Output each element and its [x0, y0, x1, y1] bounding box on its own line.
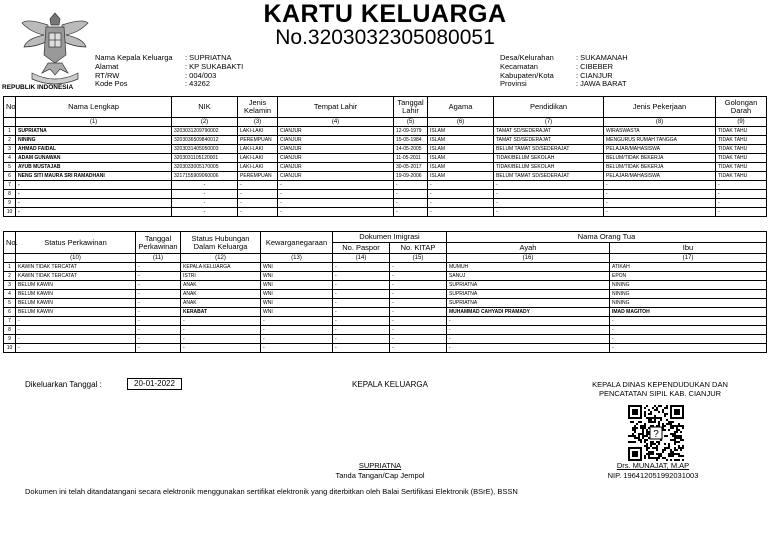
table-cell: 3203031105120001 — [172, 154, 238, 163]
table-cell: ISLAM — [428, 145, 494, 154]
table-row — [4, 290, 767, 299]
table-cell: WNI — [261, 272, 333, 281]
table-cell: - — [610, 326, 767, 335]
table-row — [4, 163, 767, 172]
table-cell: - — [447, 344, 610, 353]
info-value: : SUPRIATNA — [185, 53, 232, 62]
table-cell: ISLAM — [428, 154, 494, 163]
table-cell: - — [494, 208, 604, 217]
col-number: (8) — [604, 118, 716, 127]
table-cell: BELUM TAMAT SD/SEDERAJAT — [494, 172, 604, 181]
table-cell: MENGURUS RUMAH TANGGA — [604, 136, 716, 145]
table-cell: - — [16, 326, 136, 335]
col-header-jenis-pekerjaan: Jenis Pekerjaan — [604, 97, 716, 118]
table-cell: - — [604, 199, 716, 208]
table-cell: PEREMPUAN — [238, 172, 278, 181]
table-cell: BELUM KAWIN — [16, 290, 136, 299]
info-value: : 43262 — [185, 79, 211, 89]
table-cell: CIANJUR — [278, 154, 394, 163]
table-cell: BELUM/TIDAK BEKERJA — [604, 163, 716, 172]
table-cell: KAWIN TIDAK TERCATAT — [16, 272, 136, 281]
table-cell: WNI — [261, 299, 333, 308]
col-header-paspor: No. Paspor — [333, 243, 390, 254]
table-cell: 8 — [4, 190, 16, 199]
table-cell: - — [333, 299, 390, 308]
table-row — [4, 299, 767, 308]
table-cell: SUPRIATNA — [16, 127, 172, 136]
table-cell: - — [172, 181, 238, 190]
table-cell: 19-09-2006 — [394, 172, 428, 181]
table-cell: - — [16, 208, 172, 217]
table-cell: 3 — [4, 145, 16, 154]
table-cell: SUPRIATNA — [447, 290, 610, 299]
col-number: (9) — [716, 118, 767, 127]
table-cell: 6 — [4, 308, 16, 317]
info-value: : CIBEBER — [576, 61, 614, 71]
table-cell: TIDAK TAHU — [716, 127, 767, 136]
table-cell: SUPRIATNA — [447, 299, 610, 308]
dinas-label — [560, 380, 760, 398]
kepala-keluarga-name: SUPRIATNA — [358, 461, 402, 470]
table-cell: - — [610, 344, 767, 353]
table-cell: WNI — [261, 308, 333, 317]
table-row — [4, 281, 767, 290]
table-row — [4, 172, 767, 181]
col-header-tanggal-lahir: Tanggal Lahir — [394, 97, 428, 118]
table-cell: - — [390, 263, 447, 272]
table-cell: PELAJAR/MAHASISWA — [604, 172, 716, 181]
table-cell: - — [181, 335, 261, 344]
table-cell: 5 — [4, 163, 16, 172]
table-row — [4, 326, 767, 335]
table-cell: - — [447, 335, 610, 344]
table-cell: - — [136, 308, 181, 317]
table-cell: - — [172, 199, 238, 208]
col-header-no: No. — [4, 232, 16, 254]
table-cell: 3217155909060006 — [172, 172, 238, 181]
table-cell: WNI — [261, 263, 333, 272]
table-cell: - — [716, 199, 767, 208]
table-cell: - — [136, 317, 181, 326]
table-cell: - — [390, 344, 447, 353]
table-cell: - — [136, 263, 181, 272]
info-label: Provinsi — [500, 79, 527, 89]
table-cell: ADAM GUNAWAN — [16, 154, 172, 163]
table-cell: - — [172, 208, 238, 217]
col-number: (12) — [181, 254, 261, 263]
table-cell: ANAK — [181, 281, 261, 290]
table-cell: 10 — [4, 344, 16, 353]
table-cell: - — [261, 317, 333, 326]
qr-code-icon — [628, 405, 684, 461]
info-label: Desa/Kelurahan — [500, 53, 554, 62]
table-cell: LAKI-LAKI — [238, 154, 278, 163]
table-cell: NINING — [16, 136, 172, 145]
table-cell: - — [716, 190, 767, 199]
table-cell: - — [390, 326, 447, 335]
table-cell: 7 — [4, 181, 16, 190]
table-cell: KEPALA KELUARGA — [181, 263, 261, 272]
col-number: (5) — [394, 118, 428, 127]
table-header-row — [4, 232, 767, 243]
col-number: (7) — [494, 118, 604, 127]
table-cell: SANUJ — [447, 272, 610, 281]
col-number: (4) — [278, 118, 394, 127]
official-nip: NIP. 196412051992031003 — [607, 471, 699, 480]
table-cell: IMAD MAGITOH — [610, 308, 767, 317]
col-number — [4, 254, 16, 263]
table-cell: SUPRIATNA — [447, 281, 610, 290]
table-cell: BELUM TAMAT SD/SEDERAJAT — [494, 145, 604, 154]
table-cell: - — [604, 190, 716, 199]
table-cell: 8 — [4, 326, 16, 335]
table-row — [4, 190, 767, 199]
col-number: (17) — [610, 254, 767, 263]
table-cell: 6 — [4, 172, 16, 181]
table-cell: 2 — [4, 136, 16, 145]
info-value: : 004/003 — [185, 70, 217, 80]
table-cell: - — [16, 199, 172, 208]
col-header-nik: NIK — [172, 97, 238, 118]
table-cell: AHMAD FAIDAL — [16, 145, 172, 154]
table-cell: 3203036509840012 — [172, 136, 238, 145]
table-cell: - — [333, 335, 390, 344]
table-cell: 5 — [4, 299, 16, 308]
col-number: (10) — [16, 254, 136, 263]
table-cell: - — [181, 317, 261, 326]
table-cell: ISLAM — [428, 127, 494, 136]
table-cell: ISLAM — [428, 163, 494, 172]
document-number: No.3203032305080051 — [275, 26, 495, 49]
info-row — [95, 80, 243, 89]
table-row — [4, 199, 767, 208]
table-cell: TAMAT SD/SEDERAJAT — [494, 127, 604, 136]
table-cell: - — [428, 208, 494, 217]
table-cell: - — [16, 317, 136, 326]
issue-date-label: Dikeluarkan Tanggal : — [25, 380, 102, 389]
table-cell: - — [16, 344, 136, 353]
table-cell: PELAJAR/MAHASISWA — [604, 145, 716, 154]
col-header-tempat-lahir: Tempat Lahir — [278, 97, 394, 118]
table-cell: EPON — [610, 272, 767, 281]
table-cell: 2 — [4, 272, 16, 281]
table-cell: CIANJUR — [278, 172, 394, 181]
table-cell: - — [181, 326, 261, 335]
table-cell: - — [333, 290, 390, 299]
table-cell: - — [333, 308, 390, 317]
table-cell: - — [278, 199, 394, 208]
table-cell: - — [136, 299, 181, 308]
info-value: : CIANJUR — [576, 70, 613, 80]
col-number: (2) — [172, 118, 238, 127]
kepala-keluarga-label: KEPALA KELUARGA — [352, 380, 428, 389]
info-row — [500, 80, 628, 89]
table-cell: - — [333, 263, 390, 272]
svg-text:?: ? — [653, 429, 659, 440]
table-cell: - — [604, 208, 716, 217]
table-cell: - — [136, 326, 181, 335]
country-label: REPUBLIK INDONESIA — [2, 84, 74, 91]
table-row — [4, 263, 767, 272]
table-row — [4, 317, 767, 326]
table-cell: TIDAK TAHU — [716, 163, 767, 172]
table-cell: 15-05-1984 — [394, 136, 428, 145]
table-cell: TAMAT SD/SEDERAJAT — [494, 136, 604, 145]
table-header-number-row — [4, 118, 767, 127]
col-number: (15) — [390, 254, 447, 263]
table-cell: NINING — [610, 290, 767, 299]
table-cell: - — [390, 317, 447, 326]
table-cell: - — [333, 317, 390, 326]
table-cell: - — [136, 290, 181, 299]
table-cell: - — [494, 181, 604, 190]
col-header-dokumen-imigrasi: Dokumen Imigrasi — [333, 232, 447, 243]
issue-date-value: 20-01-2022 — [127, 378, 182, 390]
table-cell: - — [136, 335, 181, 344]
table-cell: PEREMPUAN — [238, 136, 278, 145]
table-row — [4, 308, 767, 317]
col-number: (11) — [136, 254, 181, 263]
col-header-ibu: Ibu — [610, 243, 767, 254]
table-cell: - — [261, 344, 333, 353]
table-row — [4, 335, 767, 344]
table-cell: NINING — [610, 299, 767, 308]
dinas-line-1: KEPALA DINAS KEPENDUDUKAN DAN — [592, 380, 728, 389]
table-cell: 12-09-1979 — [394, 127, 428, 136]
table-header-row — [4, 97, 767, 118]
table-cell: - — [394, 199, 428, 208]
table-cell: - — [238, 190, 278, 199]
table-cell: CIANJUR — [278, 127, 394, 136]
table-cell: - — [390, 281, 447, 290]
table-cell: - — [333, 344, 390, 353]
table-cell: - — [261, 335, 333, 344]
table-cell: 1 — [4, 263, 16, 272]
table-cell: LAKI-LAKI — [238, 127, 278, 136]
table-cell: - — [238, 208, 278, 217]
info-label: Kode Pos — [95, 79, 128, 89]
document-title: KARTU KELUARGA — [263, 0, 507, 28]
table-row — [4, 181, 767, 190]
table-cell: TIDAK TAHU — [716, 172, 767, 181]
table-cell: ISLAM — [428, 136, 494, 145]
header-right-info — [500, 54, 628, 89]
electronic-signature-disclaimer: Dokumen ini telah ditandatangani secara elektronik menggunakan sertifikat elektronik yang diterbitkan oleh Balai Sertifikasi Elektronik (BSrE), BSSN — [25, 487, 518, 496]
col-header-ayah: Ayah — [447, 243, 610, 254]
table-cell: 4 — [4, 290, 16, 299]
info-label: Kecamatan — [500, 61, 538, 71]
table-cell: 10 — [4, 208, 16, 217]
table-cell: 4 — [4, 154, 16, 163]
table-cell: 7 — [4, 317, 16, 326]
table-cell: 14-05-2005 — [394, 145, 428, 154]
col-header-agama: Agama — [428, 97, 494, 118]
table-row — [4, 145, 767, 154]
table-row — [4, 136, 767, 145]
table-cell: 9 — [4, 335, 16, 344]
table-cell: - — [390, 272, 447, 281]
table-cell: ISLAM — [428, 172, 494, 181]
table-cell: WNI — [261, 281, 333, 290]
info-label: RT/RW — [95, 70, 120, 80]
col-number — [4, 118, 16, 127]
table-cell: MUHAMMAD CAHYADI PRAMADY — [447, 308, 610, 317]
signature-note: Tanda Tangan/Cap Jempol — [335, 471, 425, 480]
table-cell: TIDAK TAHU — [716, 145, 767, 154]
table-cell: - — [16, 181, 172, 190]
family-members-table — [3, 96, 767, 217]
col-header-nama-orang-tua: Nama Orang Tua — [447, 232, 767, 243]
table-cell: - — [390, 299, 447, 308]
table-cell: BELUM KAWIN — [16, 308, 136, 317]
table-cell: - — [261, 326, 333, 335]
info-value: : KP SUKABAKTI — [185, 61, 244, 71]
table-cell: - — [238, 181, 278, 190]
table-cell: - — [333, 281, 390, 290]
table-cell: - — [16, 190, 172, 199]
table-cell: - — [716, 181, 767, 190]
table-cell: 9 — [4, 199, 16, 208]
table-cell: BELUM KAWIN — [16, 281, 136, 290]
table-cell: - — [136, 281, 181, 290]
table-cell: - — [136, 344, 181, 353]
table-cell: ISTRI — [181, 272, 261, 281]
table-cell: ANAK — [181, 290, 261, 299]
table-header-number-row — [4, 254, 767, 263]
table-cell: - — [16, 335, 136, 344]
table-cell: NINING — [610, 281, 767, 290]
table-cell: 3203031405050003 — [172, 145, 238, 154]
table-cell: - — [278, 208, 394, 217]
dinas-line-2: PENCATATAN SIPIL KAB. CIANJUR — [598, 389, 722, 398]
table-cell: - — [390, 308, 447, 317]
info-label: Nama Kepala Keluarga — [95, 53, 173, 62]
col-header-pendidikan: Pendidikan — [494, 97, 604, 118]
table-cell: CIANJUR — [278, 145, 394, 154]
col-number: (3) — [238, 118, 278, 127]
table-cell: - — [610, 335, 767, 344]
table-cell: - — [394, 190, 428, 199]
table-cell: - — [390, 290, 447, 299]
table-cell: 3203033005170005 — [172, 163, 238, 172]
table-row — [4, 127, 767, 136]
table-row — [4, 344, 767, 353]
info-value: : JAWA BARAT — [576, 79, 627, 89]
table-cell: - — [428, 190, 494, 199]
table-cell: - — [447, 326, 610, 335]
table-cell: 30-05-2017 — [394, 163, 428, 172]
table-cell: WIRASWASTA — [604, 127, 716, 136]
table-cell: - — [278, 181, 394, 190]
table-cell: CIANJUR — [278, 136, 394, 145]
table-cell: - — [604, 181, 716, 190]
table-cell: BELUM KAWIN — [16, 299, 136, 308]
table-cell: TIDAK/BELUM SEKOLAH — [494, 154, 604, 163]
table-cell: - — [716, 208, 767, 217]
table-cell: BELUM/TIDAK BEKERJA — [604, 154, 716, 163]
col-number: (1) — [16, 118, 172, 127]
col-header-kitap: No. KITAP — [390, 243, 447, 254]
info-label: Alamat — [95, 61, 119, 71]
table-cell: TIDAK/BELUM SEKOLAH — [494, 163, 604, 172]
table-cell: - — [394, 181, 428, 190]
col-header-tanggal-perkawinan: Tanggal Perkawinan — [136, 232, 181, 254]
table-cell: - — [394, 208, 428, 217]
table-cell: LAKI-LAKI — [238, 145, 278, 154]
table-cell: ANAK — [181, 299, 261, 308]
table-cell: 3 — [4, 281, 16, 290]
garuda-emblem-icon — [18, 3, 93, 89]
table-cell: - — [494, 190, 604, 199]
col-header-kewarganegaraan: Kewarganegaraan — [261, 232, 333, 254]
table-cell: - — [494, 199, 604, 208]
table-cell: LAKI-LAKI — [238, 163, 278, 172]
table-cell: - — [136, 272, 181, 281]
table-cell: - — [333, 272, 390, 281]
col-header-no: No — [4, 97, 16, 118]
table-cell: 11-05-2011 — [394, 154, 428, 163]
col-header-status-hubungan: Status Hubungan Dalam Keluarga — [181, 232, 261, 254]
table-cell: TIDAK TAHU — [716, 154, 767, 163]
table-cell: - — [610, 317, 767, 326]
table-cell: - — [181, 344, 261, 353]
table-cell: - — [447, 317, 610, 326]
table-cell: TIDAK TAHU — [716, 136, 767, 145]
table-row — [4, 208, 767, 217]
table-cell: KAWIN TIDAK TERCATAT — [16, 263, 136, 272]
info-label: Kabupaten/Kota — [500, 70, 554, 80]
table-cell: - — [238, 199, 278, 208]
table-cell: KERABAT — [181, 308, 261, 317]
col-header-golongan-darah: Golongan Darah — [716, 97, 767, 118]
family-status-table — [3, 231, 767, 353]
table-cell: NENG SITI MAURA SRI RAMADHANI — [16, 172, 172, 181]
table-cell: 3203031209790002 — [172, 127, 238, 136]
official-name: Drs. MUNAJAT, M.AP — [616, 461, 690, 470]
table-cell: - — [390, 335, 447, 344]
col-header-nama-lengkap: Nama Lengkap — [16, 97, 172, 118]
table-cell: - — [428, 199, 494, 208]
col-number: (6) — [428, 118, 494, 127]
col-header-status-perkawinan: Status Perkawinan — [16, 232, 136, 254]
table-cell: MUMUH — [447, 263, 610, 272]
table-cell: - — [428, 181, 494, 190]
table-cell: ATIKAH — [610, 263, 767, 272]
table-cell: AYUB MUSTAJAB — [16, 163, 172, 172]
info-value: : SUKAMANAH — [576, 53, 628, 62]
table-row — [4, 272, 767, 281]
table-cell: CIANJUR — [278, 163, 394, 172]
table-cell: - — [333, 326, 390, 335]
table-row — [4, 154, 767, 163]
col-number: (14) — [333, 254, 390, 263]
table-cell: 1 — [4, 127, 16, 136]
col-number: (16) — [447, 254, 610, 263]
col-header-jenis-kelamin: Jenis Kelamin — [238, 97, 278, 118]
col-number: (13) — [261, 254, 333, 263]
table-cell: - — [278, 190, 394, 199]
header-left-info — [95, 54, 243, 89]
table-cell: - — [172, 190, 238, 199]
table-cell: WNI — [261, 290, 333, 299]
